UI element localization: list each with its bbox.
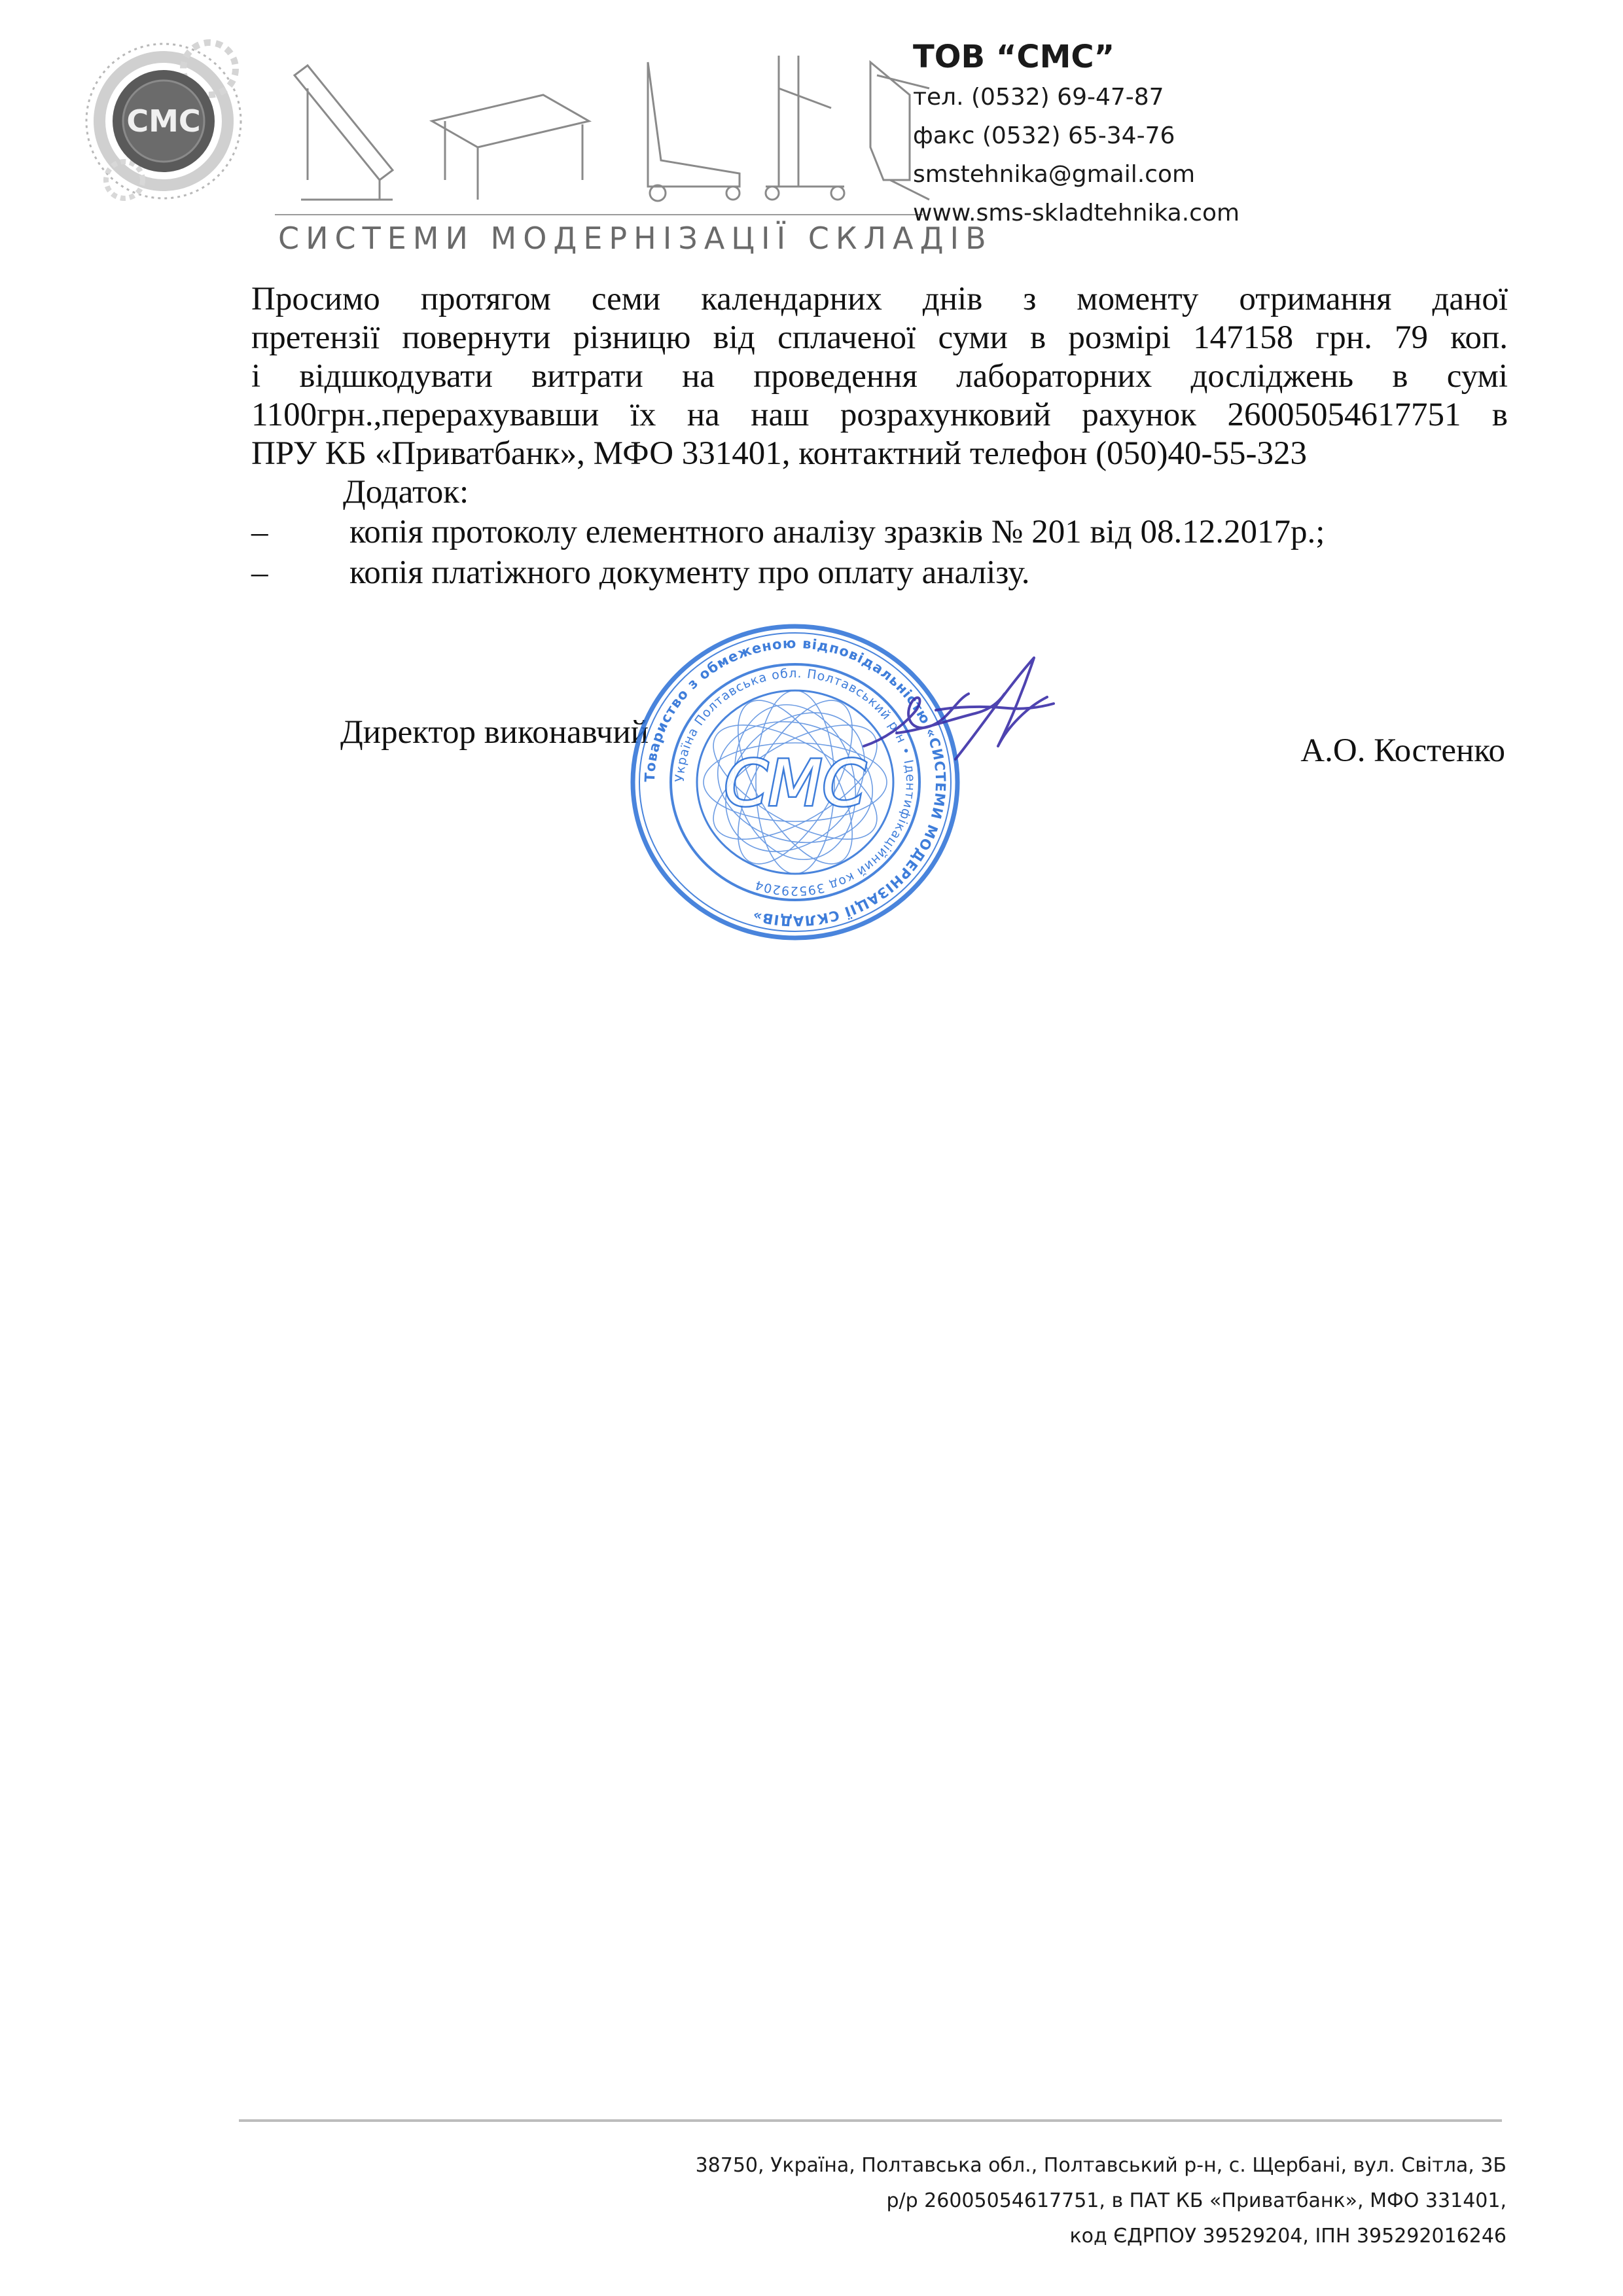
paragraph-line: і відшкодувати витрати на проведення лабораторних досліджень в сумі <box>251 358 1508 395</box>
footer-divider <box>239 2119 1502 2122</box>
annex-list <box>251 512 1508 593</box>
fax-number: факс (0532) 65-34-76 <box>913 122 1175 149</box>
email-address: smstehnika@gmail.com <box>913 161 1196 188</box>
request-paragraph <box>251 280 1508 473</box>
annex-item-text: копія протоколу елементного аналізу зразків № 201 від 08.12.2017р.; <box>349 514 1325 550</box>
letter-body <box>251 280 1508 593</box>
footer-details <box>329 2148 1507 2254</box>
annex-heading: Додаток: <box>343 474 469 511</box>
list-dash: – <box>251 554 268 591</box>
company-tagline: СИСТЕМИ МОДЕРНІЗАЦІЇ СКЛАДІВ <box>278 221 993 256</box>
warehouse-equipment-icons <box>281 49 936 213</box>
handwritten-signature-icon <box>857 648 1067 779</box>
footer-address: 38750, Україна, Полтавська обл., Полтавський р-н, с. Щербані, вул. Світла, 3Б <box>695 2154 1507 2177</box>
logo-divider <box>275 214 923 215</box>
list-dash: – <box>251 514 268 550</box>
company-logo <box>79 29 993 256</box>
paragraph-line: ПРУ КБ «Приватбанк», МФО 331401, контактний телефон (050)40-55-323 <box>251 435 1307 472</box>
paragraph-line: Просимо протягом семи календарних днів з моменту отримання даної <box>251 281 1508 317</box>
svg-text:Товариство з обмеженою відпові: Товариство з обмеженою відповідальністю «СИСТЕМИ МОДЕРНІЗАЦІЇ СКЛАДІВ» <box>641 635 949 929</box>
svg-text:СМС: СМС <box>724 747 866 820</box>
footer-registration-codes: код ЄДРПОУ 39529204, ІПН 395292016246 <box>1069 2225 1507 2248</box>
signer-name: А.О. Костенко <box>1300 732 1505 769</box>
annex-item-text: копія платіжного документу про оплату аналізу. <box>349 554 1030 591</box>
footer-bank-account: р/р 26005054617751, в ПАТ КБ «Приватбанк», МФО 331401, <box>886 2189 1507 2212</box>
annex-item <box>251 552 1508 593</box>
company-contacts <box>913 36 1567 232</box>
annex-item <box>251 512 1508 552</box>
phone-number: тел. (0532) 69-47-87 <box>913 84 1164 111</box>
paragraph-line: претензії повернути різницю від сплаченої суми в розмірі 147158 грн. 79 коп. <box>251 319 1508 356</box>
gear-emblem-icon <box>79 29 275 213</box>
paragraph-line: 1100грн.,перерахувавши їх на наш розрахунковий рахунок 26005054617751 в <box>251 397 1508 433</box>
website-address: www.sms-skladtehnika.com <box>913 200 1240 226</box>
svg-text:СМС: СМС <box>126 103 201 139</box>
svg-text:Україна Полтавська обл. Полтав: Україна Полтавська обл. Полтавський р-н • Ідентифікаційний код 39529204 <box>672 666 918 899</box>
company-name: ТОВ “СМС” <box>913 39 1115 75</box>
signer-title: Директор виконавчий <box>340 714 649 751</box>
